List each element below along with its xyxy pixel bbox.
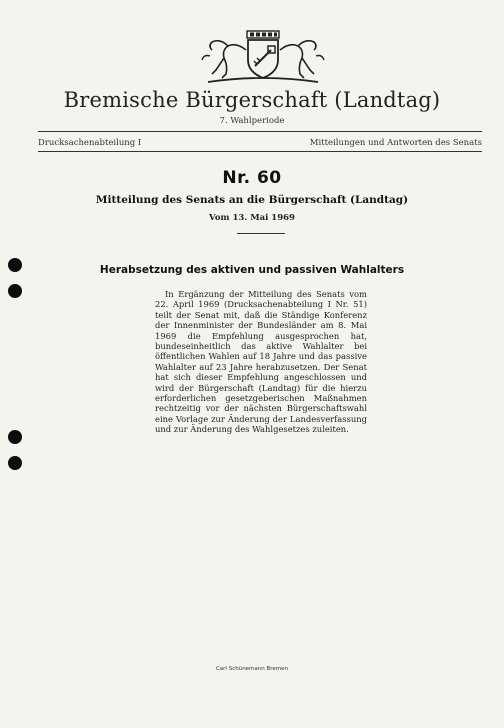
section-title: Herabsetzung des aktiven und passiven Wahlalters [99, 264, 405, 276]
short-divider [237, 233, 285, 234]
punch-hole-icon [8, 258, 22, 272]
category-label: Mitteilungen und Antworten des Senats [309, 138, 482, 148]
body-paragraph: In Ergänzung der Mitteilung des Senats vom 22. April 1969 (Drucksachenabteilung I Nr. 51) teilt der Senat mit, daß die Ständige Konferenz der Innenminister der Bundesländer am 8. Mai 1969 die Empfehlung ausgesprochen hat, bundeseinheitlich das aktive Wahlalter bei öffentlichen Wahlen auf 18 Jahre und das passive Wahlalter auf 23 Jahre herabzusetzen. Der Senat hat sich dieser Empfehlung angeschlossen und wird der Bürgerschaft (Landtag) für die hierzu erforderlichen gesetzgeberischen Maßnahmen rechtzeitig vor der nächsten Bürgerschaftswahl eine Vorlage zur Änderung der Landesverfassung und zur Änderung des Wahlgesetzes zuleiten. [155, 289, 367, 435]
document-headline: Mitteilung des Senats an die Bürgerschaft (Landtag) [95, 194, 409, 206]
printer-credit: Carl Schünemann Bremen [215, 666, 289, 672]
body-text [155, 289, 367, 435]
document-date: Vom 13. Mai 1969 [209, 213, 295, 223]
divider-top [38, 131, 482, 132]
punch-hole-icon [8, 284, 22, 298]
page-title: Bremische Bürgerschaft (Landtag) [63, 88, 441, 112]
document-number: Nr. 60 [222, 168, 282, 188]
punch-hole-icon [8, 430, 22, 444]
divider-bottom [38, 151, 482, 152]
punch-hole-icon [8, 456, 22, 470]
bremen-coat-of-arms-icon [198, 28, 328, 86]
page-subtitle: 7. Wahlperiode [219, 116, 285, 126]
department-label: Drucksachenabteilung I [38, 138, 142, 148]
